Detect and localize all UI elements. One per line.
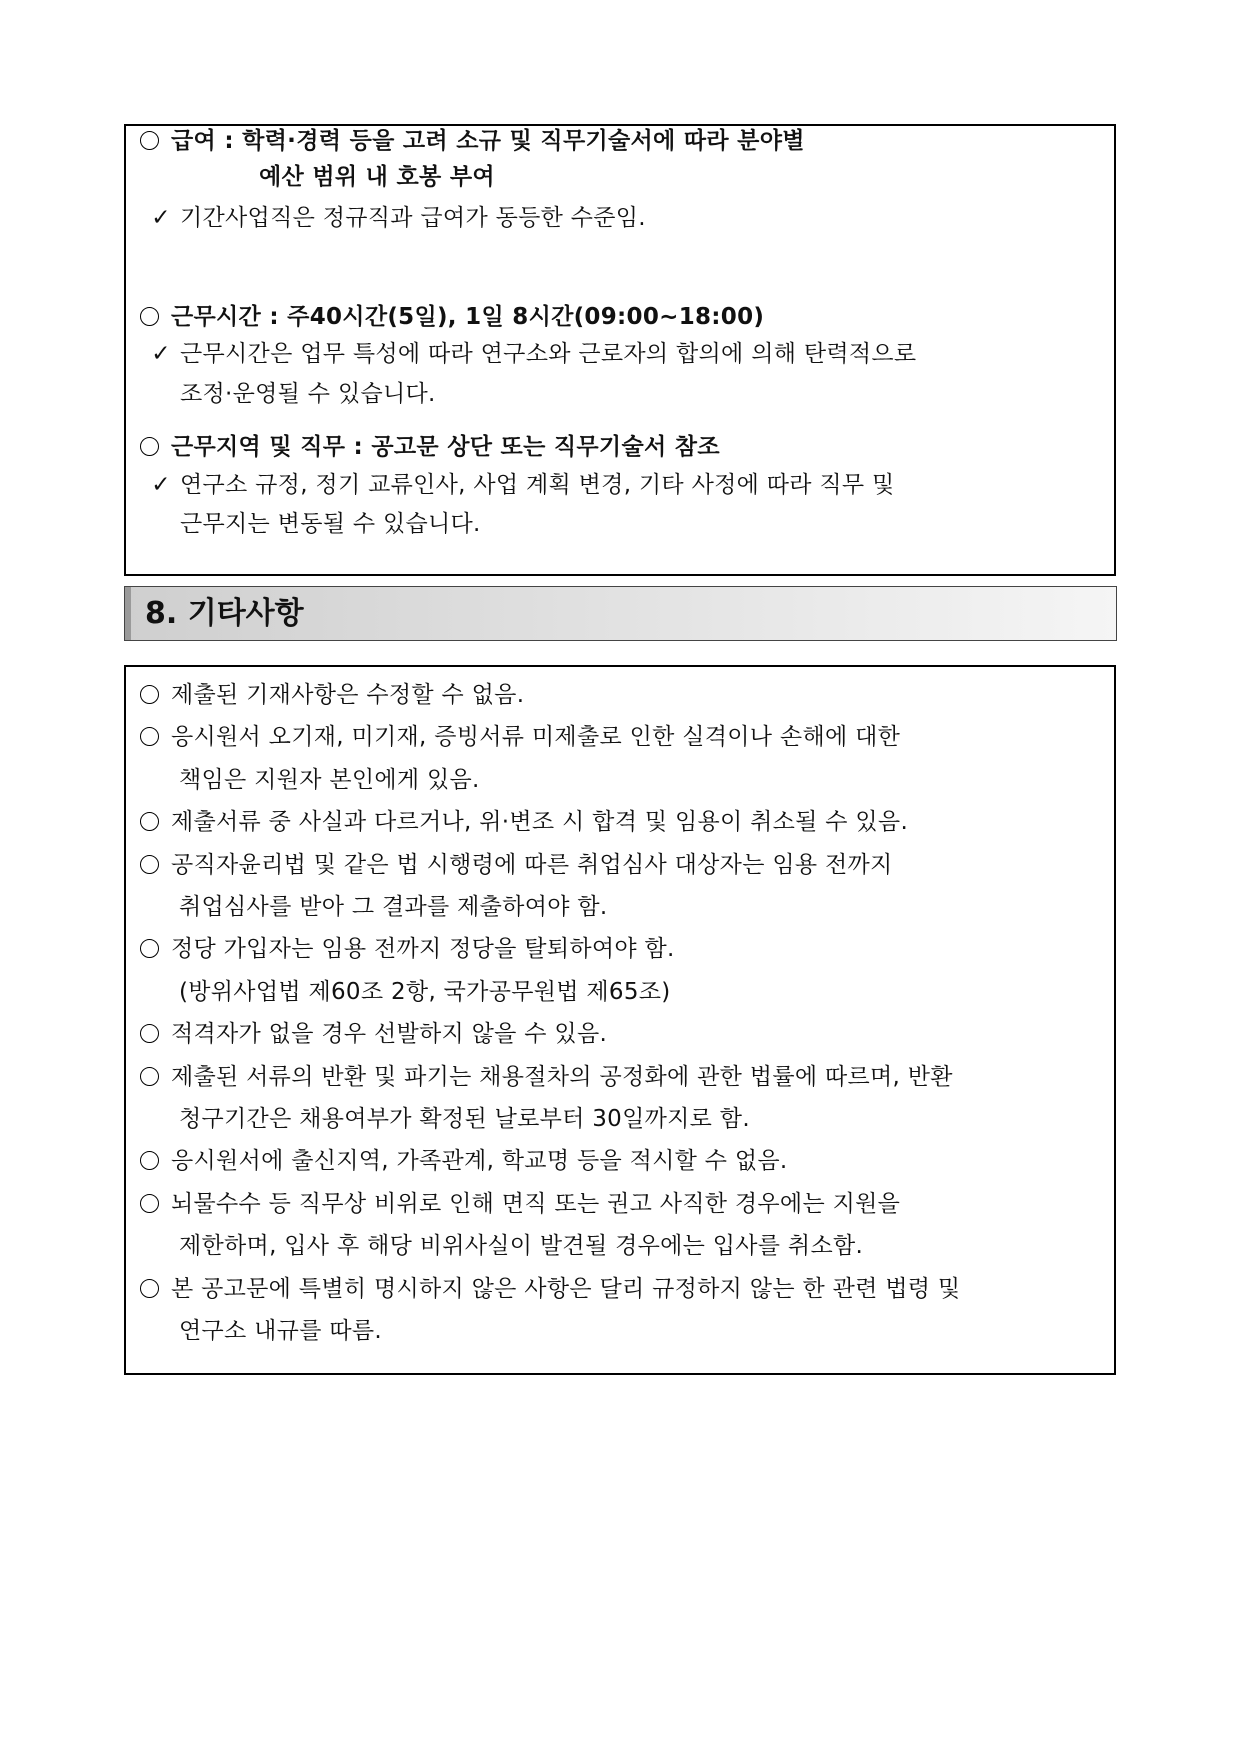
- location-title: 근무지역 및 직무 : 공고문 상단 또는 직무기술서 참조: [140, 432, 1114, 462]
- list-item-text: 연구소 내규를 따름.: [179, 1318, 382, 1344]
- list-item: [140, 1146, 1114, 1176]
- circle-bullet-icon: [140, 855, 159, 874]
- section-header-other-matters: [124, 586, 1117, 641]
- list-item-text: 제출서류 중 사실과 다르거나, 위·변조 시 합격 및 임용이 취소될 수 있음.: [171, 809, 909, 836]
- work-conditions-box: [124, 124, 1116, 576]
- circle-bullet-icon: [140, 437, 159, 456]
- list-item: [140, 934, 1114, 964]
- list-item-continuation: [179, 892, 1114, 922]
- list-item: [140, 807, 1114, 837]
- list-item-continuation: [179, 1104, 1114, 1134]
- list-item-text: 공직자윤리법 및 같은 법 시행령에 따른 취업심사 대상자는 임용 전까지: [171, 851, 893, 878]
- hours-title: 근무시간 : 주40시간(5일), 1일 8시간(09:00~18:00): [140, 302, 1114, 332]
- circle-bullet-icon: [140, 939, 159, 958]
- checkmark-icon: ✓: [151, 341, 171, 367]
- salary-line2: 예산 범위 내 호봉 부여: [259, 164, 495, 190]
- list-item-text: 응시원서 오기재, 미기재, 증빙서류 미제출로 인한 실격이나 손해에 대한: [171, 724, 901, 751]
- list-item-text: 책임은 지원자 본인에게 있음.: [179, 766, 480, 793]
- circle-bullet-icon: [140, 1194, 159, 1213]
- circle-bullet-icon: [140, 1024, 159, 1043]
- list-item: [140, 850, 1114, 880]
- list-item: [140, 1189, 1114, 1219]
- list-item: [140, 1062, 1114, 1092]
- circle-bullet-icon: [140, 1151, 159, 1170]
- list-item-continuation: [179, 1316, 1114, 1346]
- location-note-line2: 근무지는 변동될 수 있습니다.: [180, 511, 481, 537]
- list-item-text: 제출된 기재사항은 수정할 수 없음.: [171, 682, 525, 708]
- hours-note-line2: 조정·운영될 수 있습니다.: [180, 381, 436, 407]
- list-item-text: (방위사업법 제60조 2항, 국가공무원법 제65조): [179, 978, 671, 1005]
- list-item: [140, 1019, 1114, 1049]
- salary-line1: 급여 : 학력·경력 등을 고려 소규 및 직무기술서에 따라 분야별: [140, 126, 1114, 156]
- list-item-text: 제한하며, 입사 후 해당 비위사실이 발견될 경우에는 입사를 취소함.: [179, 1233, 864, 1260]
- list-item: [140, 722, 1114, 752]
- list-item-text: 뇌물수수 등 직무상 비위로 인해 면직 또는 권고 사직한 경우에는 지원을: [171, 1190, 901, 1217]
- list-item-continuation: [179, 1231, 1114, 1261]
- list-item-continuation: [179, 765, 1114, 795]
- other-matters-box: [124, 665, 1116, 1375]
- list-item-text: 본 공고문에 특별히 명시하지 않은 사항은 달리 규정하지 않는 한 관련 법령 및: [171, 1275, 961, 1302]
- circle-bullet-icon: [140, 131, 159, 150]
- checkmark-icon: ✓: [151, 472, 171, 498]
- circle-bullet-icon: [140, 307, 159, 326]
- section-title: 8. 기타사항: [145, 596, 304, 631]
- list-item-text: 적격자가 없을 경우 선발하지 않을 수 있음.: [171, 1021, 608, 1048]
- circle-bullet-icon: [140, 812, 159, 831]
- circle-bullet-icon: [140, 727, 159, 746]
- list-item-text: 청구기간은 채용여부가 확정된 날로부터 30일까지로 함.: [179, 1106, 750, 1132]
- circle-bullet-icon: [140, 685, 159, 704]
- list-item: [140, 1274, 1114, 1304]
- circle-bullet-icon: [140, 1067, 159, 1086]
- header-accent-stripe: [125, 587, 131, 640]
- list-item-text: 제출된 서류의 반환 및 파기는 채용절차의 공정화에 관한 법률에 따르며, 반환: [171, 1063, 953, 1090]
- list-item-continuation: [179, 977, 1114, 1007]
- circle-bullet-icon: [140, 1279, 159, 1298]
- salary-note: ✓ 기간사업직은 정규직과 급여가 동등한 수준임.: [151, 205, 646, 231]
- list-item-text: 정당 가입자는 임용 전까지 정당을 탈퇴하여야 함.: [171, 936, 675, 963]
- location-note-line1: ✓ 연구소 규정, 정기 교류인사, 사업 계획 변경, 기타 사정에 따라 직무 및: [151, 472, 895, 498]
- list-item-text: 응시원서에 출신지역, 가족관계, 학교명 등을 적시할 수 없음.: [171, 1148, 788, 1175]
- list-item: [140, 680, 1114, 710]
- list-item-text: 취업심사를 받아 그 결과를 제출하여야 함.: [179, 894, 608, 920]
- hours-note-line1: ✓ 근무시간은 업무 특성에 따라 연구소와 근로자의 합의에 의해 탄력적으로: [151, 341, 917, 367]
- checkmark-icon: ✓: [151, 205, 171, 231]
